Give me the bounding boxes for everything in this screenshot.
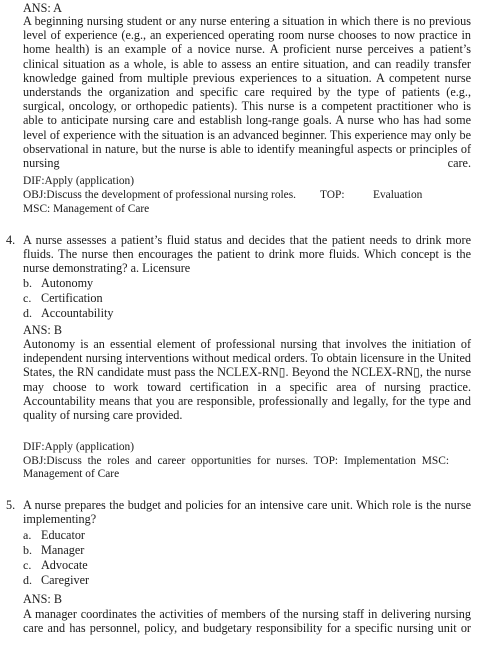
q5-option-d-text: Caregiver — [41, 573, 90, 587]
q5-option-b-text: Manager — [41, 543, 85, 557]
q5-option-a-text: Educator — [41, 528, 85, 542]
q5-number: 5. — [6, 498, 16, 512]
q3-topic-value: Evaluation — [373, 189, 423, 201]
q4-option-b-letter: b. — [23, 276, 32, 290]
q4-option-d-letter: d. — [23, 306, 32, 320]
q4-number: 4. — [6, 233, 16, 247]
q4-objective: OBJ:Discuss the roles and career opportunities for nurses. TOP: Implementation MSC: Management of Care — [23, 455, 449, 480]
q4-answer: ANS: B — [23, 323, 62, 337]
q5-answer: ANS: B — [23, 592, 62, 606]
q4-rationale: Autonomy is an essential element of professional nursing that involves the initiation of independent nursing interventions without medical orders. To obtain licensure in the United States, the RN candidate must pass the NCLEX-RN▯. Beyond the NCLEX-RN▯, the nurse may choose to work toward certification in a specific area of nursing practice. Accountability means that you are responsible, professionally and legally, for the type and quality of nursing care provided. — [23, 337, 471, 423]
q5-option-c-text: Advocate — [41, 558, 88, 572]
q5-option-d-letter: d. — [23, 573, 32, 587]
q3-difficulty: DIF:Apply (application) — [23, 175, 135, 187]
q4-option-c-letter: c. — [23, 291, 32, 305]
q4-difficulty: DIF:Apply (application) — [23, 441, 135, 453]
q5-rationale: A manager coordinates the activities of members of the nursing staff in delivering nursing care and has personnel, policy, and budgetary responsibility for a specific nursing unit or — [23, 607, 471, 636]
q3-msc: MSC: Management of Care — [23, 203, 150, 215]
q5-option-a-letter: a. — [23, 528, 32, 542]
q4-option-d-text: Accountability — [41, 306, 114, 320]
q4-option-c-text: Certification — [41, 291, 103, 305]
q3-rationale: A beginning nursing student or any nurse entering a situation in which there is no previous level of experience (e.g., an experienced operating room nurse chooses to now practice in home health) is an example of a novice nurse. A proficient nurse perceives a patient’s clinical situation as a whole, is able to assess an entire situation, and can readily transfer knowledge gained from multiple previous experiences to a situation. A competent nurse understands the organization and specific care required by the type of patients (e.g., surgical, oncology, or orthopedic patients). This nurse is a competent practitioner who is able to anticipate nursing care and establish long-range goals. A nurse who has had some level of experience with the situation is an advanced beginner. This experience may only be observational in nature, but the nurse is able to identify meaningful aspects or principles of nursing care. — [23, 14, 471, 171]
q3-objective: OBJ:Discuss the development of professional nursing roles. — [23, 189, 297, 201]
q3-topic-label: TOP: — [320, 189, 345, 201]
q3-objective-row — [23, 189, 296, 202]
q3-answer: ANS: A — [23, 1, 62, 15]
q5-option-b-letter: b. — [23, 543, 32, 557]
q4-option-b-text: Autonomy — [41, 276, 94, 290]
q5-option-c-letter: c. — [23, 558, 32, 572]
q4-stem: A nurse assesses a patient’s fluid status and decides that the patient needs to drink more fluids. The nurse then encourages the patient to drink more fluids. Which concept is the nurse demonstrating? a. Licensure — [23, 233, 471, 276]
q5-stem: A nurse prepares the budget and policies for an intensive care unit. Which role is the nurse implementing? — [23, 498, 471, 527]
